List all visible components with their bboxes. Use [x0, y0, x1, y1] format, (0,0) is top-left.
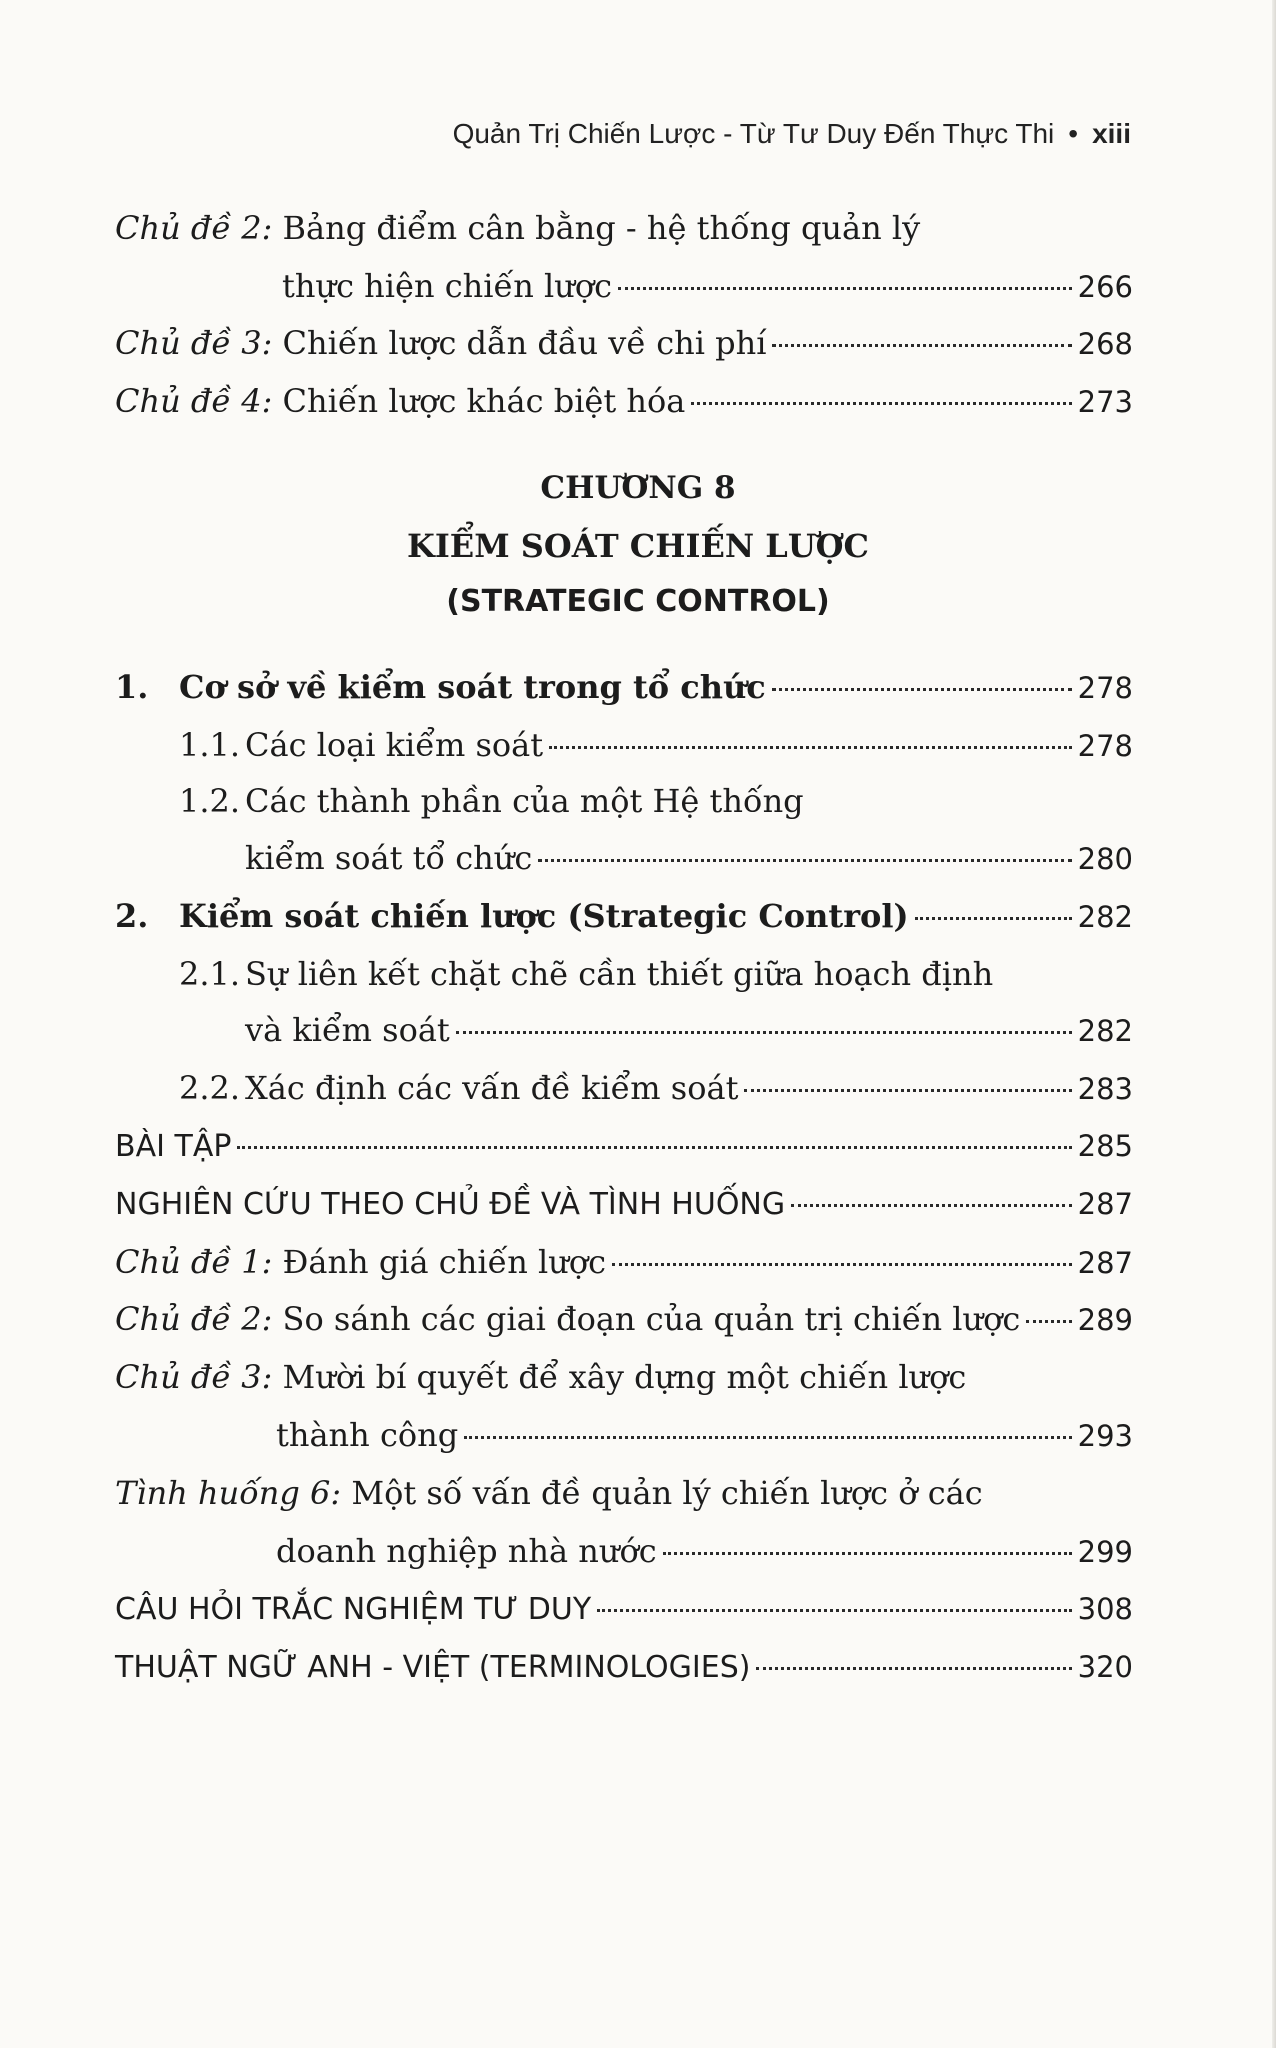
toc-page-number: 299	[1077, 1535, 1133, 1569]
header-page-number: xiii	[1092, 118, 1131, 149]
toc-page-number: 293	[1077, 1419, 1133, 1453]
toc-prefix: Tình huống 6:	[115, 1474, 342, 1512]
chapter-title: KIỂM SOÁT CHIẾN LƯỢC	[407, 527, 869, 565]
chapter-subtitle: (STRATEGIC CONTROL)	[446, 584, 830, 619]
toc-text: Sự liên kết chặt chẽ cần thiết giữa hoạch định	[245, 955, 994, 993]
dot-leader	[744, 1089, 1071, 1092]
toc-page-number: 320	[1077, 1650, 1133, 1684]
toc-entry-case-studies[interactable]	[115, 1184, 1133, 1225]
toc-entry-section-2-1-line1	[179, 954, 993, 994]
dot-leader	[538, 859, 1071, 862]
dot-leader	[549, 746, 1072, 749]
toc-page-number: 287	[1077, 1246, 1133, 1280]
toc-section-number: 1.2.	[179, 782, 241, 820]
toc-prefix: Chủ đề 3:	[115, 1358, 273, 1396]
toc-entry-topic-1[interactable]	[115, 1242, 1133, 1283]
toc-entry-topic-4[interactable]	[115, 381, 1133, 422]
dot-leader	[772, 688, 1072, 691]
toc-text: Đánh giá chiến lược	[272, 1243, 607, 1281]
toc-page-number: 266	[1077, 270, 1133, 304]
toc-entry-section-2-2[interactable]	[179, 1068, 1133, 1109]
toc-prefix: Chủ đề 2:	[115, 1300, 273, 1338]
toc-section-number: 2.	[115, 897, 149, 935]
toc-entry-section-1-2[interactable]	[245, 838, 1133, 879]
page-edge	[1272, 0, 1276, 2048]
toc-text: kiểm soát tổ chức	[245, 839, 533, 877]
dot-leader	[597, 1609, 1071, 1612]
dot-leader	[1026, 1320, 1071, 1323]
toc-entry-terminologies[interactable]	[115, 1647, 1133, 1688]
toc-text: Bảng điểm cân bằng - hệ thống quản lý	[272, 209, 921, 247]
toc-page-number: 285	[1077, 1129, 1133, 1163]
toc-text: THUẬT NGỮ ANH - VIỆT (TERMINOLOGIES)	[115, 1650, 751, 1685]
dot-leader	[663, 1552, 1072, 1555]
toc-page-number: 283	[1077, 1072, 1133, 1106]
toc-entry-quiz[interactable]	[115, 1589, 1133, 1630]
dot-leader	[915, 917, 1072, 920]
toc-page-number: 282	[1077, 900, 1133, 934]
toc-page-number: 280	[1077, 842, 1133, 876]
dot-leader	[237, 1146, 1071, 1149]
dot-leader	[691, 402, 1071, 405]
toc-text: Chiến lược khác biệt hóa	[272, 382, 686, 420]
toc-entry-topic-2-line1	[115, 208, 920, 248]
toc-entry-case-6[interactable]	[276, 1531, 1133, 1572]
dot-leader	[456, 1031, 1072, 1034]
toc-entry-section-2[interactable]	[115, 896, 1133, 937]
chapter-number: CHƯƠNG 8	[540, 470, 736, 506]
toc-entry-case-6-line1	[115, 1473, 983, 1513]
dot-leader	[791, 1204, 1072, 1207]
toc-text: Mười bí quyết để xây dựng một chiến lược	[272, 1358, 967, 1396]
toc-page-number: 278	[1077, 729, 1133, 763]
dot-leader	[772, 344, 1071, 347]
toc-text: CÂU HỎI TRẮC NGHIỆM TƯ DUY	[115, 1592, 592, 1627]
toc-text: thành công	[276, 1416, 459, 1454]
header-bullet: •	[1068, 118, 1079, 149]
toc-entry-section-1-2-line1	[179, 781, 804, 821]
toc-page-number: 273	[1077, 385, 1133, 419]
toc-entry-section-2-1[interactable]	[245, 1010, 1133, 1051]
toc-page-number: 268	[1077, 327, 1133, 361]
dot-leader	[756, 1667, 1071, 1670]
toc-text: Các loại kiểm soát	[245, 726, 544, 764]
toc-entry-section-1-1[interactable]	[179, 725, 1133, 766]
running-header	[453, 118, 1131, 150]
toc-entry-topic-3-secrets-line1	[115, 1357, 966, 1397]
toc-entry-exercises[interactable]	[115, 1126, 1133, 1167]
toc-text: và kiểm soát	[245, 1011, 450, 1049]
toc-page-number: 278	[1077, 671, 1133, 705]
toc-section-number: 1.	[115, 668, 149, 706]
toc-entry-topic-3[interactable]	[115, 323, 1133, 364]
toc-entry-topic-2-compare[interactable]	[115, 1299, 1133, 1340]
toc-text: Xác định các vấn đề kiểm soát	[245, 1069, 739, 1107]
toc-text: Cơ sở về kiểm soát trong tổ chức	[179, 668, 766, 706]
toc-page-number: 282	[1077, 1014, 1133, 1048]
toc-entry-topic-3-secrets[interactable]	[276, 1415, 1133, 1456]
toc-text: Kiểm soát chiến lược (Strategic Control)	[179, 897, 909, 935]
toc-section-number: 2.1.	[179, 955, 241, 993]
toc-page-number: 289	[1077, 1303, 1133, 1337]
toc-text: Một số vấn đề quản lý chiến lược ở các	[341, 1474, 983, 1512]
toc-text: So sánh các giai đoạn của quản trị chiến lược	[272, 1300, 1021, 1338]
toc-page-number: 308	[1077, 1592, 1133, 1626]
dot-leader	[612, 1263, 1072, 1266]
dot-leader	[464, 1436, 1071, 1439]
toc-entry-section-1[interactable]	[115, 667, 1133, 708]
toc-text: Các thành phần của một Hệ thống	[245, 782, 804, 820]
toc-prefix: Chủ đề 4:	[115, 382, 273, 420]
running-title: Quản Trị Chiến Lược - Từ Tư Duy Đến Thực Thi	[452, 118, 1055, 149]
toc-prefix: Chủ đề 2:	[115, 209, 273, 247]
toc-text: BÀI TẬP	[115, 1129, 232, 1164]
dot-leader	[618, 287, 1072, 290]
toc-prefix: Chủ đề 3:	[115, 324, 273, 362]
toc-section-number: 2.2.	[179, 1069, 241, 1107]
toc-text: Chiến lược dẫn đầu về chi phí	[272, 324, 767, 362]
toc-entry-topic-2[interactable]	[282, 266, 1133, 307]
toc-page-number: 287	[1077, 1187, 1133, 1221]
toc-text: NGHIÊN CỨU THEO CHỦ ĐỀ VÀ TÌNH HUỐNG	[115, 1187, 786, 1222]
toc-text: doanh nghiệp nhà nước	[276, 1532, 657, 1570]
toc-text: thực hiện chiến lược	[282, 267, 612, 305]
toc-prefix: Chủ đề 1:	[115, 1243, 273, 1281]
toc-section-number: 1.1.	[179, 726, 241, 764]
